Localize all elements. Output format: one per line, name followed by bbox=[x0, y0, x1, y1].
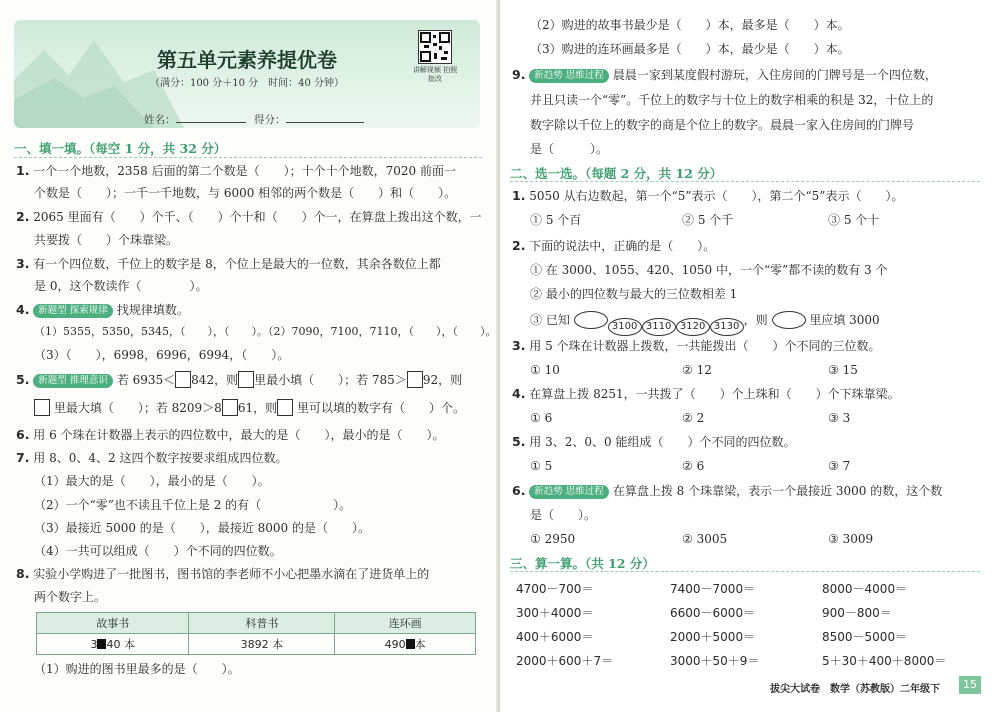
choice-6: 6. 新趋势 思维过程 在算盘上拨 8 个珠靠梁，表示一个最接近 3000 的数，这个数 bbox=[512, 483, 943, 498]
calc-item[interactable]: 4700－700＝ bbox=[516, 582, 594, 596]
number-oval bbox=[574, 311, 608, 329]
ink-blot bbox=[406, 639, 415, 649]
question-2-line2: 共要拨（ ）个珠靠梁。 bbox=[34, 233, 179, 247]
calc-item[interactable]: 8500－5000＝ bbox=[822, 630, 908, 644]
question-4-line3: （3）（ ），6998，6996，6994，（ ）。 bbox=[34, 348, 290, 362]
question-8-part1: （1）购进的图书里最多的是（ ）。 bbox=[34, 662, 240, 676]
question-6: 6. 用 6 个珠在计数器上表示的四位数中，最大的是（ ），最小的是（ ）。 bbox=[16, 427, 445, 442]
section-calculate: 三、算一算。（共 12 分） bbox=[510, 556, 655, 571]
tag-thinking: 新趋势 思维过程 bbox=[529, 485, 609, 499]
choice-option[interactable]: ③ 3009 bbox=[828, 532, 874, 546]
question-8-line2: 两个数字上。 bbox=[34, 590, 107, 604]
question-1-line2: 个数是（ ）；一千一千地数，与 6000 相邻的两个数是（ ）和（ ）。 bbox=[34, 186, 457, 200]
question-7: 7. 用 8、0、4、2 这四个数字按要求组成四位数。 bbox=[16, 450, 288, 465]
question-5-line2: 里最大填（ ）；若 8209＞8 61，则 里可以填的数字有（ ）个。 bbox=[34, 399, 465, 416]
page-title: 第五单元素养提优卷 bbox=[157, 48, 337, 72]
choice-option[interactable]: ① 在 3000、1055、420、1050 中，一个“零”都不读的数有 3 个 bbox=[530, 263, 888, 277]
choice-option[interactable]: ③ 15 bbox=[828, 363, 858, 377]
footer-book-title: 拔尖大试卷 数学（苏教版）二年级下 bbox=[770, 684, 940, 695]
number-oval-blank bbox=[772, 311, 806, 329]
section-choose: 二、选一选。（每题 2 分，共 12 分） bbox=[510, 166, 723, 181]
question-9-line2: 并且只读一个“零”。千位上的数字与十位上的数字相乘的积是 32，十位上的 bbox=[530, 93, 934, 107]
title-banner bbox=[14, 20, 480, 128]
table-header: 连环画 bbox=[335, 613, 476, 634]
name-field[interactable]: 姓名： bbox=[144, 112, 246, 127]
question-3-line2: 是 0，这个数读作（ ）。 bbox=[34, 279, 208, 293]
choice-option[interactable]: ② 12 bbox=[682, 363, 712, 377]
question-9-line4: 是（ ）。 bbox=[530, 142, 609, 156]
table-header: 故事书 bbox=[37, 613, 189, 634]
calc-item[interactable]: 2000＋5000＝ bbox=[670, 630, 756, 644]
question-5: 5. 新题型 推理意识 若 6935＜ 842，则 里最小填（ ）；若 785＞ 92，则 bbox=[16, 372, 463, 387]
choice-4: 4. 在算盘上拨 8251，一共拨了（ ）个上珠和（ ）个下珠靠梁。 bbox=[512, 386, 900, 401]
blank-box[interactable] bbox=[34, 399, 50, 416]
question-7-part4: （4）一共可以组成（ ）个不同的四位数。 bbox=[34, 544, 282, 558]
page-number: 15 bbox=[959, 676, 981, 694]
question-9-line3: 数字除以千位上的数字的商是个位上的数字。晨晨一家入住房间的门牌号 bbox=[530, 118, 915, 132]
question-7-part2: （2）一个“零”也不读且千位上是 2 的有（ ）。 bbox=[34, 498, 352, 512]
question-4-line2: （1）5355，5350，5345，（ ），（ ）。（2）7090，7100，7110，（ ），（ ）。 bbox=[34, 325, 497, 338]
choice-option[interactable]: ① 10 bbox=[530, 363, 560, 377]
choice-3: 3. 用 5 个珠在计数器上拨数，一共能拨出（ ）个不同的三位数。 bbox=[512, 338, 881, 353]
choice-6-line2: 是（ ）。 bbox=[530, 508, 597, 522]
question-9: 9. 新趋势 思维过程 晨晨一家到某度假村游玩，入住房间的门牌号是一个四位数， bbox=[512, 67, 937, 82]
choice-option[interactable]: ② 2 bbox=[682, 411, 705, 425]
number-oval: 3110 bbox=[642, 318, 676, 336]
calc-item[interactable]: 6600－6000＝ bbox=[670, 606, 756, 620]
qr-code-icon[interactable] bbox=[418, 30, 452, 64]
calc-item[interactable]: 8000－4000＝ bbox=[822, 582, 908, 596]
choice-option[interactable]: ② 5 个千 bbox=[682, 213, 734, 227]
book-order-table bbox=[36, 612, 476, 655]
table-header: 科普书 bbox=[189, 613, 335, 634]
choice-2: 2. 下面的说法中，正确的是（ ）。 bbox=[512, 238, 716, 253]
calc-item[interactable]: 300＋4000＝ bbox=[516, 606, 594, 620]
calc-item[interactable]: 5＋30＋400＋8000＝ bbox=[822, 654, 947, 668]
table-cell: 3 40 本 bbox=[37, 634, 189, 655]
number-oval: 3130 bbox=[710, 318, 744, 336]
question-7-part3: （3）最接近 5000 的是（ ），最接近 8000 的是（ ）。 bbox=[34, 521, 370, 535]
question-8: 8. 实验小学购进了一批图书，图书馆的李老师不小心把墨水滴在了进货单上的 bbox=[16, 566, 430, 581]
choice-option[interactable]: ③ 已知 3100 3110 3120 3130 ，则 里应填 3000 bbox=[530, 311, 880, 336]
choice-option[interactable]: ③ 7 bbox=[828, 459, 851, 473]
blank-box[interactable] bbox=[238, 371, 254, 388]
tag-reasoning: 新题型 推理意识 bbox=[33, 374, 113, 388]
question-1: 1. 一个一个地数，2358 后面的第二个数是（ ）；十个十个地数，7020 前面一 bbox=[16, 163, 456, 178]
choice-1: 1. 5050 从右边数起，第一个“5”表示（ ），第二个“5”表示（ ）。 bbox=[512, 188, 904, 203]
number-oval: 3120 bbox=[676, 318, 710, 336]
qr-caption: 讲解视频 拍照批改 bbox=[412, 66, 458, 83]
choice-option[interactable]: ① 5 bbox=[530, 459, 553, 473]
calc-item[interactable]: 900－800＝ bbox=[822, 606, 892, 620]
tag-explore-pattern: 新题型 探索规律 bbox=[33, 304, 113, 318]
blank-box[interactable] bbox=[175, 371, 191, 388]
question-7-part1: （1）最大的是（ ），最小的是（ ）。 bbox=[34, 474, 270, 488]
blank-box[interactable] bbox=[407, 371, 423, 388]
calc-item[interactable]: 2000＋600＋7＝ bbox=[516, 654, 614, 668]
choice-option[interactable]: ② 3005 bbox=[682, 532, 728, 546]
table-cell: 3892 本 bbox=[189, 634, 335, 655]
choice-option[interactable]: ③ 3 bbox=[828, 411, 851, 425]
question-3: 3. 有一个四位数，千位上的数字是 8，个位上是最大的一位数，其余各数位上都 bbox=[16, 256, 441, 271]
table-cell: 490 本 bbox=[335, 634, 476, 655]
choice-5: 5. 用 3、2、0、0 能组成（ ）个不同的四位数。 bbox=[512, 434, 796, 449]
choice-option[interactable]: ① 5 个百 bbox=[530, 213, 582, 227]
blank-box[interactable] bbox=[222, 399, 238, 416]
choice-option[interactable]: ② 6 bbox=[682, 459, 705, 473]
blank-box[interactable] bbox=[277, 399, 293, 416]
tag-thinking: 新趋势 思维过程 bbox=[529, 69, 609, 83]
page-subtitle: （满分：100 分＋10 分 时间：40 分钟） bbox=[149, 78, 345, 89]
choice-option[interactable]: ③ 5 个十 bbox=[828, 213, 880, 227]
question-8-part3: （3）购进的连环画最多是（ ）本，最少是（ ）本。 bbox=[530, 42, 850, 56]
calc-item[interactable]: 3000＋50＋9＝ bbox=[670, 654, 760, 668]
question-8-part2: （2）购进的故事书最少是（ ）本，最多是（ ）本。 bbox=[530, 18, 850, 32]
question-4: 4. 新题型 探索规律 找规律填数。 bbox=[16, 302, 189, 317]
score-field[interactable]: 得分： bbox=[254, 112, 364, 127]
right-page bbox=[500, 0, 1000, 712]
number-oval: 3100 bbox=[608, 318, 642, 336]
section-fill-in: 一、填一填。（每空 1 分，共 32 分） bbox=[14, 141, 227, 156]
calc-item[interactable]: 400＋6000＝ bbox=[516, 630, 594, 644]
choice-option[interactable]: ① 6 bbox=[530, 411, 553, 425]
choice-option[interactable]: ① 2950 bbox=[530, 532, 576, 546]
question-2: 2. 2065 里面有（ ）个千、（ ）个十和（ ）个一，在算盘上拨出这个数，一 bbox=[16, 209, 482, 224]
calc-item[interactable]: 7400－7000＝ bbox=[670, 582, 756, 596]
choice-option[interactable]: ② 最小的四位数与最大的三位数相差 1 bbox=[530, 287, 738, 301]
